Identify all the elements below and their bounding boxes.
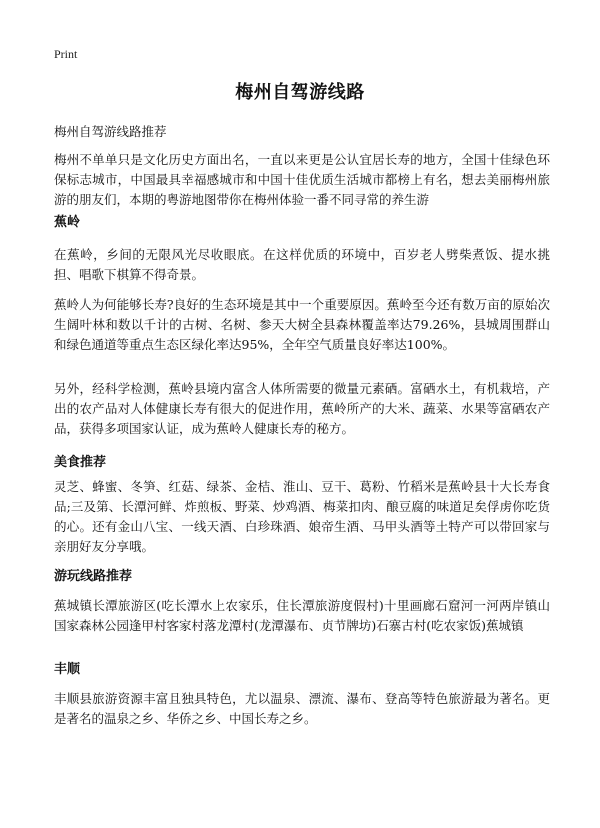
jiaoling-paragraph-3: 另外，经科学检测，蕉岭县境内富含人体所需要的微量元素硒。富硒水土，有机栽培，产出的农产品对人体健康长寿有很大的促进作用，蕉岭所产的大米、蔬菜、水果等富硒农产品，获得多项国家认证，成为蕉岭人健康长寿的秘方。 [54, 381, 550, 436]
section-heading-jiaoling: 蕉岭 [54, 215, 81, 230]
page-title: 梅州自驾游线路 [235, 82, 365, 103]
section-heading-food: 美食推荐 [54, 455, 107, 470]
jiaoling-paragraph-1: 在蕉岭，乡间的无限风光尽收眼底。在这样优质的环境中，百岁老人劈柴煮饭、提水挑担、唱歌下棋算不得奇景。 [54, 247, 550, 282]
jiaoling-paragraph-2: 蕉岭人为何能够长寿?良好的生态环境是其中一个重要原因。蕉岭至今还有数万亩的原始次生阔叶林和数以千计的古树、名树、参天大树全县森林覆盖率达79.26%，县城周围群山和绿色通道等重点生态区绿化率达95%，全年空气质量良好率达100%。 [54, 297, 550, 352]
fengshun-paragraph: 丰顺县旅游资源丰富且独具特色，尤以温泉、漂流、瀑布、登高等特色旅游最为著名。更是著名的温泉之乡、华侨之乡、中国长寿之乡。 [54, 691, 550, 726]
intro-paragraph: 梅州不单单只是文化历史方面出名，一直以来更是公认宜居长寿的地方，全国十佳绿色环保标志城市，中国最具幸福感城市和中国十佳优质生活城市都榜上有名，想去美丽梅州旅游的朋友们，本期的粤游地图带你在梅州体验一番不同寻常的养生游 [54, 152, 550, 207]
print-link[interactable]: Print [54, 47, 78, 61]
food-paragraph: 灵芝、蜂蜜、冬笋、红菇、绿茶、金桔、淮山、豆干、葛粉、竹稻米是蕉岭县十大长寿食品;三及第、长潭河鲜、炸煎板、野菜、炒鸡酒、梅菜扣肉、酿豆腐的味道足矣俘虏你吃货的心。还有金山八宝、一线天酒、白珍珠酒、娘帝生酒、马甲头酒等土特产可以带回家与亲朋好友分享哦。 [54, 479, 550, 554]
page-subtitle: 梅州自驾游线路推荐 [54, 124, 167, 139]
section-heading-fengshun: 丰顺 [54, 662, 81, 677]
section-heading-route: 游玩线路推荐 [54, 569, 133, 584]
route-paragraph: 蕉城镇长潭旅游区(吃长潭水上农家乐，住长潭旅游度假村)十里画廊石窟河一河两岸镇山国家森林公园逢甲村客家村落龙潭村(龙潭瀑布、贞节牌坊)石寨古村(吃农家饭)蕉城镇 [54, 598, 550, 633]
